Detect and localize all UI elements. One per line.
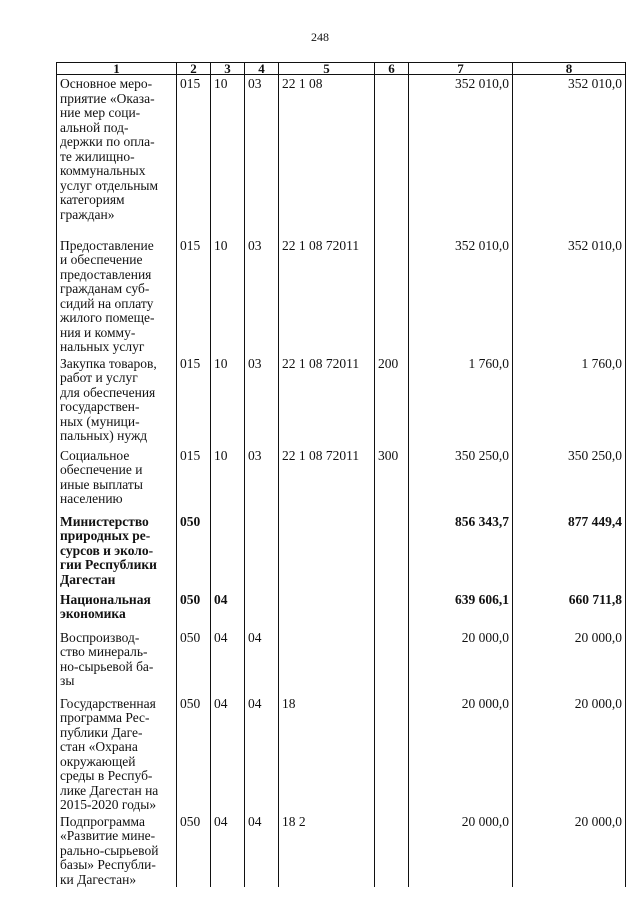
row-name-cell [57, 629, 177, 695]
header-col-6: 6 [375, 63, 409, 75]
table-row [57, 75, 626, 237]
row-subsection-code: 03 [245, 447, 279, 513]
row-amount-year-2: 877 449,4 [513, 513, 626, 591]
row-subsection-code [245, 591, 279, 629]
row-subsection-code: 04 [245, 695, 279, 813]
table-row [57, 447, 626, 513]
row-amount-year-1: 20 000,0 [409, 629, 513, 695]
row-section-code: 10 [211, 237, 245, 355]
row-subsection-code: 04 [245, 629, 279, 695]
row-amount-year-2: 350 250,0 [513, 447, 626, 513]
row-section-code: 04 [211, 813, 245, 888]
row-name-text: Национальная экономика [60, 591, 151, 621]
row-target-article: 18 [279, 695, 375, 813]
row-subsection-code [245, 513, 279, 591]
row-name-text: Министерство природных ре- сурсов и эколо- гии Республики Дагестан [60, 513, 157, 587]
budget-table [56, 62, 626, 887]
header-col-8: 8 [513, 63, 626, 75]
header-col-3: 3 [211, 63, 245, 75]
row-ministry-code: 015 [177, 355, 211, 447]
row-name-text: Государственная программа Рес- публики Даге- стан «Охрана окружающей среды в Респуб- лике Дагестан на 2015-2020 годы» [60, 695, 159, 812]
row-amount-year-1: 639 606,1 [409, 591, 513, 629]
row-target-article: 22 1 08 72011 [279, 355, 375, 447]
table-row [57, 813, 626, 888]
table-row [57, 355, 626, 447]
row-ministry-code: 050 [177, 629, 211, 695]
row-target-article [279, 513, 375, 591]
row-target-article [279, 591, 375, 629]
row-section-code: 04 [211, 695, 245, 813]
row-amount-year-1: 352 010,0 [409, 75, 513, 237]
row-section-code: 04 [211, 591, 245, 629]
table-header-row [57, 63, 626, 75]
page-number: 248 [311, 30, 329, 44]
row-ministry-code: 050 [177, 813, 211, 888]
table-row [57, 629, 626, 695]
row-section-code: 10 [211, 75, 245, 237]
row-amount-year-1: 20 000,0 [409, 813, 513, 888]
row-amount-year-2: 352 010,0 [513, 75, 626, 237]
row-name-cell [57, 75, 177, 237]
row-expense-type [375, 237, 409, 355]
row-amount-year-1: 20 000,0 [409, 695, 513, 813]
row-amount-year-1: 352 010,0 [409, 237, 513, 355]
row-amount-year-2: 660 711,8 [513, 591, 626, 629]
row-name-cell [57, 813, 177, 888]
row-amount-year-2: 1 760,0 [513, 355, 626, 447]
row-expense-type [375, 813, 409, 888]
row-name-cell [57, 447, 177, 513]
row-target-article [279, 629, 375, 695]
row-ministry-code: 015 [177, 237, 211, 355]
row-subsection-code: 03 [245, 237, 279, 355]
header-col-4: 4 [245, 63, 279, 75]
row-name-cell [57, 355, 177, 447]
row-subsection-code: 03 [245, 355, 279, 447]
row-section-code: 10 [211, 447, 245, 513]
table-row [57, 695, 626, 813]
row-name-text: Воспроизвод- ство минераль- но-сырьевой ба- зы [60, 629, 154, 688]
header-col-2: 2 [177, 63, 211, 75]
row-target-article: 18 2 [279, 813, 375, 888]
row-target-article: 22 1 08 [279, 75, 375, 237]
row-amount-year-2: 20 000,0 [513, 695, 626, 813]
header-col-1: 1 [57, 63, 177, 75]
row-ministry-code: 050 [177, 591, 211, 629]
row-name-text: Предоставление и обеспечение предоставления гражданам суб- сидий на оплату жилого помеще- ния и комму- нальных услуг [60, 237, 155, 354]
row-expense-type: 300 [375, 447, 409, 513]
row-expense-type [375, 629, 409, 695]
row-name-cell [57, 513, 177, 591]
row-amount-year-2: 20 000,0 [513, 813, 626, 888]
row-amount-year-1: 856 343,7 [409, 513, 513, 591]
row-ministry-code: 050 [177, 695, 211, 813]
row-section-code: 04 [211, 629, 245, 695]
row-name-text: Подпрограмма «Развитие мине- рально-сырьевой базы» Республи- ки Дагестан» [60, 813, 159, 887]
row-name-cell [57, 591, 177, 629]
header-col-5: 5 [279, 63, 375, 75]
row-expense-type: 200 [375, 355, 409, 447]
row-subsection-code: 04 [245, 813, 279, 888]
row-subsection-code: 03 [245, 75, 279, 237]
row-expense-type [375, 695, 409, 813]
row-target-article: 22 1 08 72011 [279, 237, 375, 355]
table-row [57, 513, 626, 591]
header-col-7: 7 [409, 63, 513, 75]
row-amount-year-1: 350 250,0 [409, 447, 513, 513]
row-amount-year-1: 1 760,0 [409, 355, 513, 447]
row-section-code: 10 [211, 355, 245, 447]
row-name-text: Основное меро- приятие «Оказа- ние мер соци- альной под- держки по опла- те жилищно- коммунальных услуг отдельным категориям граждан» [60, 76, 159, 222]
table-row [57, 237, 626, 355]
row-expense-type [375, 591, 409, 629]
row-expense-type [375, 75, 409, 237]
row-section-code [211, 513, 245, 591]
row-ministry-code: 050 [177, 513, 211, 591]
row-name-cell [57, 237, 177, 355]
row-ministry-code: 015 [177, 447, 211, 513]
row-ministry-code: 015 [177, 75, 211, 237]
row-name-text: Закупка товаров, работ и услуг для обеспечения государствен- ных (муници- пальных) нужд [60, 355, 157, 443]
row-name-text: Социальное обеспечение и иные выплаты населению [60, 447, 143, 506]
row-amount-year-2: 352 010,0 [513, 237, 626, 355]
row-name-cell [57, 695, 177, 813]
row-target-article: 22 1 08 72011 [279, 447, 375, 513]
row-expense-type [375, 513, 409, 591]
row-amount-year-2: 20 000,0 [513, 629, 626, 695]
table-row [57, 591, 626, 629]
